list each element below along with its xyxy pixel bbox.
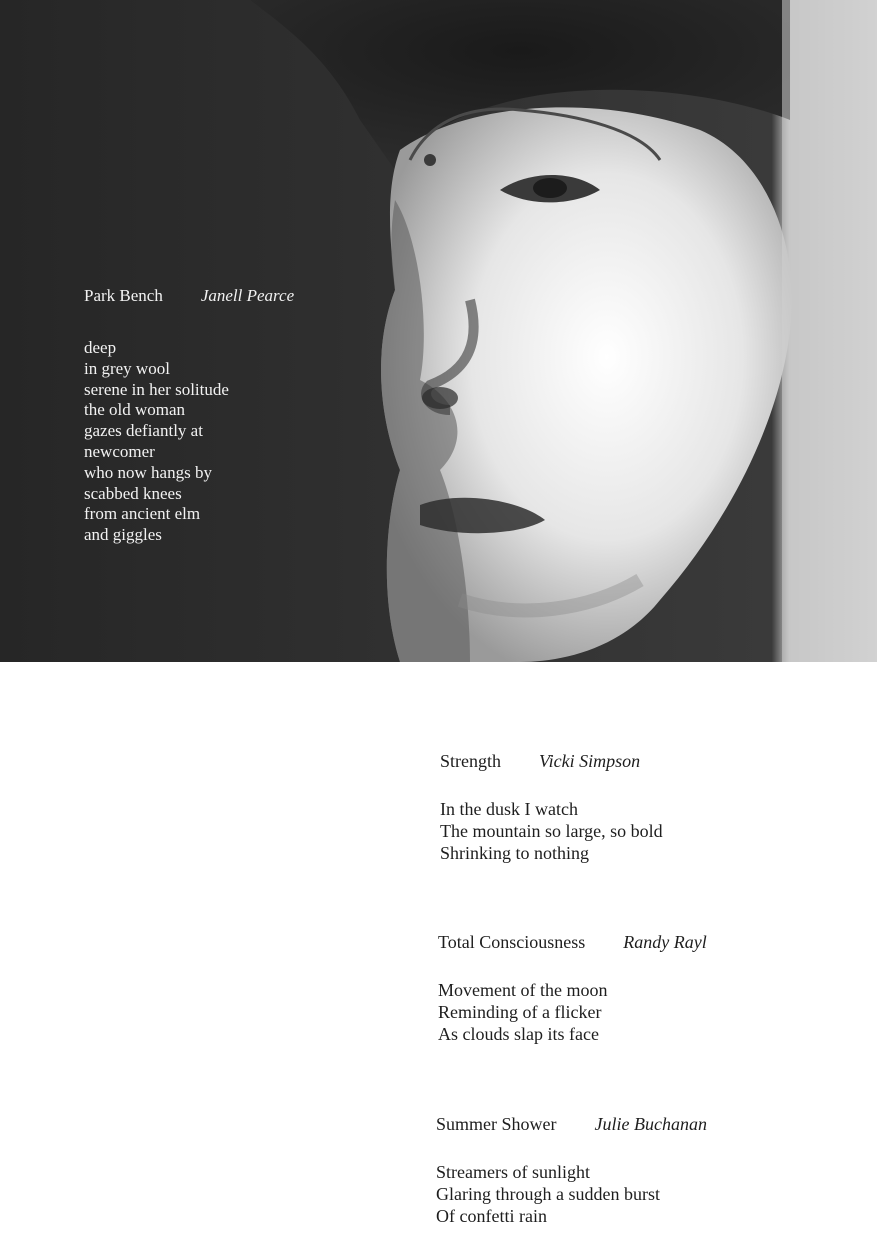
poem-heading bbox=[436, 1114, 707, 1135]
poem-heading bbox=[84, 286, 294, 306]
poem-line: who now hangs by bbox=[84, 462, 212, 482]
poem-line: in grey wool bbox=[84, 358, 170, 378]
poem-line: serene in her solitude bbox=[84, 379, 229, 399]
poem-heading bbox=[440, 751, 663, 772]
poem-author: Vicki Simpson bbox=[539, 751, 641, 771]
poem-line: deep bbox=[84, 338, 117, 357]
poem-line: Glaring through a sudden burst bbox=[436, 1184, 660, 1204]
poem-line: Of confetti rain bbox=[436, 1206, 547, 1226]
poem-line: The mountain so large, so bold bbox=[440, 821, 663, 841]
poem-body bbox=[438, 979, 707, 1045]
poem-line: from ancient elm bbox=[84, 504, 201, 524]
poem-title: Park Bench bbox=[84, 286, 163, 305]
poem-line: In the dusk I watch bbox=[440, 799, 578, 819]
poem-author: Julie Buchanan bbox=[594, 1114, 707, 1134]
poem-line: scabbed knees bbox=[84, 483, 182, 503]
poem-body bbox=[84, 338, 294, 546]
poem-line: Reminding of a flicker bbox=[438, 1002, 602, 1022]
poem-line: Shrinking to nothing bbox=[440, 843, 590, 863]
poem-body bbox=[436, 1161, 707, 1227]
poem-body bbox=[440, 798, 663, 864]
poem-title: Total Consciousness bbox=[438, 932, 586, 952]
poem-author: Janell Pearce bbox=[200, 286, 295, 305]
poem-line: newcomer bbox=[84, 441, 155, 461]
poem-title: Summer Shower bbox=[436, 1114, 557, 1134]
poem-line: Movement of the moon bbox=[438, 980, 608, 1000]
poem-title: Strength bbox=[440, 751, 501, 771]
poem-line: the old woman bbox=[84, 400, 186, 420]
poem-line: As clouds slap its face bbox=[438, 1024, 599, 1044]
poem-line: gazes defiantly at bbox=[84, 421, 203, 441]
poem-line: and giggles bbox=[84, 525, 162, 545]
poem-line: Streamers of sunlight bbox=[436, 1162, 590, 1182]
poem-author: Randy Rayl bbox=[623, 932, 707, 952]
poem-park-bench bbox=[84, 286, 294, 546]
poem-total-consciousness bbox=[438, 932, 707, 1045]
poem-summer-shower bbox=[436, 1114, 707, 1227]
poem-heading bbox=[438, 932, 707, 953]
poem-strength bbox=[440, 751, 663, 864]
